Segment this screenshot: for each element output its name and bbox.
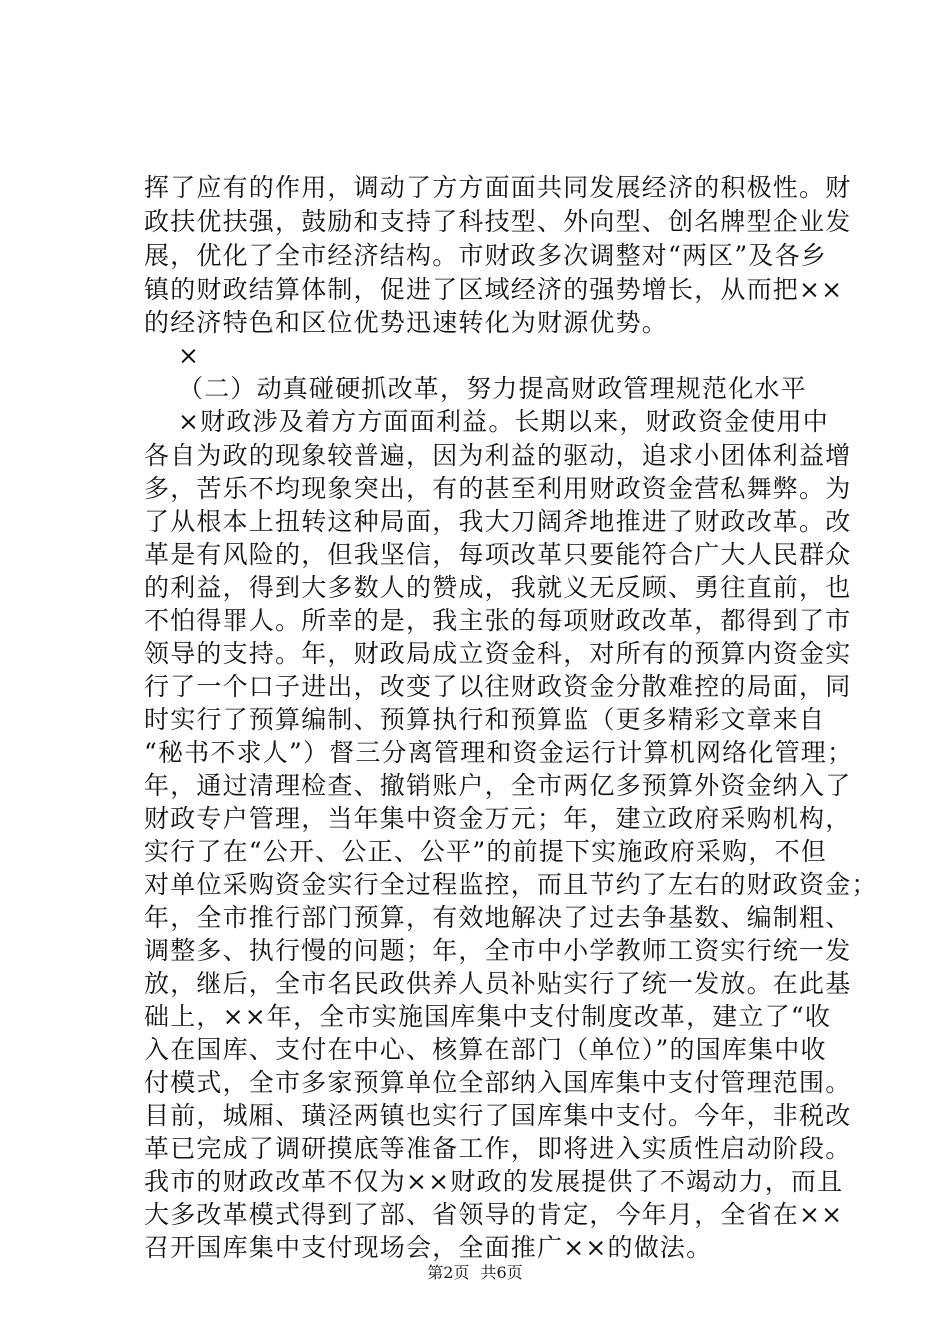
- body-line: 础上，××年，全市实施国库集中支付制度改革，建立了“收: [144, 1002, 832, 1031]
- body-line: 政扶优扶强，鼓励和支持了科技型、外向型、创名牌型企业发: [144, 207, 852, 236]
- body-line: 不怕得罪人。所幸的是，我主张的每项财政改革，都得到了市: [144, 606, 852, 635]
- body-line: 年，全市推行部门预算，有效地解决了过去争基数、编制粗、: [144, 903, 852, 932]
- body-line: ×财政涉及着方方面面利益。长期以来，财政资金使用中: [178, 407, 829, 436]
- body-line: 革已完成了调研摸底等准备工作，即将进入实质性启动阶段。: [144, 1134, 852, 1163]
- body-line: 革是有风险的，但我坚信，每项改革只要能符合广大人民群众: [144, 540, 852, 569]
- body-line: 镇的财政结算体制，促进了区域经济的强势增长，从而把××: [144, 275, 844, 304]
- page-number: 第2页: [427, 1263, 470, 1282]
- body-line: 我市的财政改革不仅为××财政的发展提供了不竭动力，而且: [144, 1167, 844, 1196]
- body-line: 放，继后，全市名民政供养人员补贴实行了统一发放。在此基: [144, 969, 852, 998]
- body-line: 的利益，得到大多数人的赞成，我就义无反顾、勇往直前，也: [144, 573, 852, 602]
- body-line: 领导的支持。年，财政局成立资金科，对所有的预算内资金实: [144, 639, 852, 668]
- body-line: ×: [178, 341, 201, 370]
- body-line: 对单位采购资金实行全过程监控，而且节约了左右的财政资金；: [144, 870, 878, 899]
- page-total: 共6页: [480, 1263, 523, 1282]
- body-line: 实行了在“公开、公正、公平”的前提下实施政府采购，不但: [144, 837, 827, 866]
- body-line: 展，优化了全市经济结构。市财政多次调整对“两区”及各乡: [144, 241, 827, 270]
- body-line: “秘书不求人”）督三分离管理和资金运行计算机网络化管理；: [144, 738, 854, 767]
- body-line: 入在国库、支付在中心、核算在部门（单位）”的国库集中收: [144, 1035, 827, 1064]
- body-line: 时实行了预算编制、预算执行和预算监（更多精彩文章来自: [144, 705, 826, 734]
- body-line: 了从根本上扭转这种局面，我大刀阔斧地推进了财政改革。改: [144, 507, 852, 536]
- body-line: 大多改革模式得到了部、省领导的肯定，今年月，全省在××: [144, 1200, 844, 1229]
- body-line: 多，苦乐不均现象突出，有的甚至利用财政资金营私舞弊。为: [144, 474, 852, 503]
- page-footer: [0, 1262, 950, 1284]
- body-line: 付模式，全市多家预算单位全部纳入国库集中支付管理范围。: [144, 1068, 852, 1097]
- body-line: 调整多、执行慢的问题；年，全市中小学教师工资实行统一发: [144, 936, 852, 965]
- body-line: 财政专户管理，当年集中资金万元；年，建立政府采购机构，: [144, 804, 852, 833]
- body-line: 行了一个口子进出，改变了以往财政资金分散难控的局面，同: [144, 672, 852, 701]
- body-line: 年，通过清理检查、撤销账户，全市两亿多预算外资金纳入了: [144, 771, 852, 800]
- body-line: 的经济特色和区位优势迅速转化为财源优势。: [144, 308, 669, 337]
- body-line: 各自为政的现象较普遍，因为利益的驱动，追求小团体利益增: [144, 441, 852, 470]
- body-line: 目前，城厢、璜泾两镇也实行了国库集中支付。今年，非税改: [144, 1101, 852, 1130]
- section-heading: （二）动真碰硬抓改革，努力提高财政管理规范化水平: [178, 374, 807, 403]
- body-line: 挥了应有的作用，调动了方方面面共同发展经济的积极性。财: [144, 173, 852, 202]
- body-line: 召开国库集中支付现场会，全面推广××的做法。: [144, 1233, 713, 1262]
